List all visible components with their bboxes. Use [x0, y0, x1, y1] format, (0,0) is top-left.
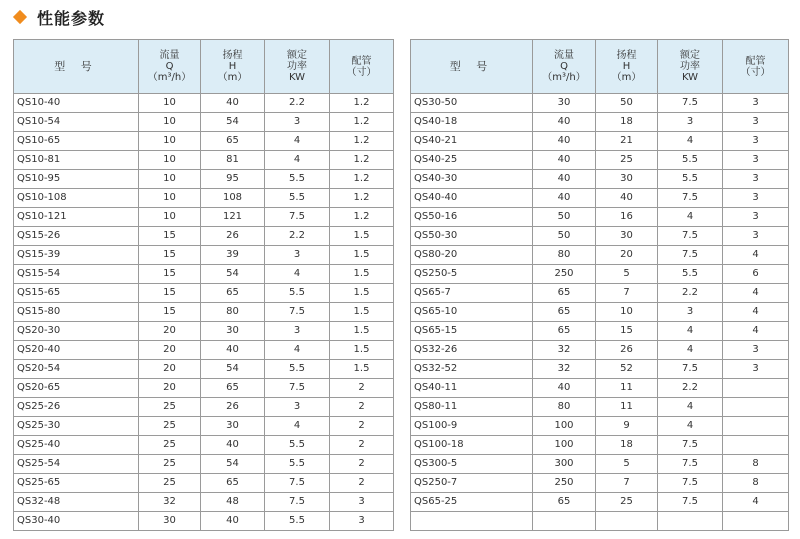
table-row	[411, 94, 789, 113]
cell-model: QS10-40	[14, 94, 139, 113]
performance-table-left	[13, 39, 394, 531]
cell-head: 39	[201, 246, 265, 265]
cell-pipe: 3	[723, 341, 789, 360]
cell-flow	[533, 512, 596, 531]
cell-head: 52	[596, 360, 658, 379]
cell-power: 7.5	[658, 493, 723, 512]
cell-model: QS15-80	[14, 303, 139, 322]
cell-power: 5.5	[265, 512, 330, 531]
cell-head: 9	[596, 417, 658, 436]
cell-flow: 40	[533, 151, 596, 170]
cell-pipe: 4	[723, 284, 789, 303]
cell-pipe: 6	[723, 265, 789, 284]
cell-power: 7.5	[658, 189, 723, 208]
cell-pipe: 1.5	[330, 303, 394, 322]
header-power: 额定 功率 KW	[265, 40, 330, 94]
table-row	[14, 360, 394, 379]
table-row	[14, 246, 394, 265]
cell-power: 7.5	[658, 227, 723, 246]
cell-power: 2.2	[658, 284, 723, 303]
cell-pipe: 2	[330, 398, 394, 417]
table-row	[14, 322, 394, 341]
cell-head: 54	[201, 360, 265, 379]
table-row	[14, 227, 394, 246]
cell-head: 30	[201, 322, 265, 341]
cell-head: 40	[201, 94, 265, 113]
cell-head: 5	[596, 265, 658, 284]
table-row	[411, 436, 789, 455]
cell-flow: 15	[139, 303, 201, 322]
cell-flow: 40	[533, 189, 596, 208]
cell-model: QS15-65	[14, 284, 139, 303]
cell-power: 2.2	[658, 379, 723, 398]
cell-model: QS100-9	[411, 417, 533, 436]
cell-power: 4	[658, 341, 723, 360]
cell-pipe: 2	[330, 474, 394, 493]
cell-model: QS15-26	[14, 227, 139, 246]
cell-pipe: 1.5	[330, 341, 394, 360]
cell-head: 40	[201, 512, 265, 531]
cell-flow: 15	[139, 227, 201, 246]
cell-pipe: 1.5	[330, 246, 394, 265]
cell-power: 2.2	[265, 227, 330, 246]
table-row	[411, 417, 789, 436]
header-flow: 流量 Q （m³/h）	[533, 40, 596, 94]
cell-pipe: 1.2	[330, 132, 394, 151]
cell-flow: 40	[533, 132, 596, 151]
header-pipe: 配管 （寸）	[330, 40, 394, 94]
cell-pipe: 1.2	[330, 151, 394, 170]
cell-model: QS20-30	[14, 322, 139, 341]
table-row	[14, 94, 394, 113]
cell-model	[411, 512, 533, 531]
cell-model: QS20-54	[14, 360, 139, 379]
table-row	[14, 208, 394, 227]
cell-pipe: 1.5	[330, 265, 394, 284]
cell-flow: 10	[139, 113, 201, 132]
cell-model: QS20-40	[14, 341, 139, 360]
cell-flow: 25	[139, 455, 201, 474]
cell-model: QS25-26	[14, 398, 139, 417]
cell-pipe: 1.5	[330, 322, 394, 341]
diamond-bullet-icon	[13, 10, 27, 24]
table-row	[14, 132, 394, 151]
table-body-left	[14, 94, 394, 531]
cell-flow: 10	[139, 132, 201, 151]
cell-pipe: 3	[723, 170, 789, 189]
cell-model: QS25-65	[14, 474, 139, 493]
cell-pipe: 3	[723, 151, 789, 170]
cell-power: 5.5	[265, 284, 330, 303]
cell-model: QS50-30	[411, 227, 533, 246]
table-row	[14, 303, 394, 322]
table-row	[411, 246, 789, 265]
cell-power: 4	[265, 341, 330, 360]
cell-pipe: 4	[723, 246, 789, 265]
cell-model: QS10-81	[14, 151, 139, 170]
table-row	[14, 455, 394, 474]
cell-flow: 15	[139, 246, 201, 265]
cell-pipe: 3	[723, 94, 789, 113]
cell-pipe: 1.5	[330, 284, 394, 303]
cell-head: 25	[596, 493, 658, 512]
cell-flow: 250	[533, 265, 596, 284]
cell-pipe: 3	[723, 208, 789, 227]
cell-power: 3	[658, 303, 723, 322]
table-body-right	[411, 94, 789, 531]
cell-power: 5.5	[265, 360, 330, 379]
cell-head: 54	[201, 455, 265, 474]
section-header	[13, 6, 105, 28]
cell-head: 40	[201, 436, 265, 455]
cell-model: QS10-54	[14, 113, 139, 132]
cell-model: QS65-15	[411, 322, 533, 341]
cell-power: 7.5	[265, 474, 330, 493]
table-row	[14, 265, 394, 284]
cell-power: 3	[265, 113, 330, 132]
cell-model: QS32-48	[14, 493, 139, 512]
cell-model: QS65-7	[411, 284, 533, 303]
cell-flow: 50	[533, 208, 596, 227]
cell-pipe: 4	[723, 493, 789, 512]
cell-model: QS40-25	[411, 151, 533, 170]
table-row	[411, 322, 789, 341]
cell-power: 7.5	[658, 94, 723, 113]
cell-power: 4	[265, 417, 330, 436]
cell-pipe	[723, 417, 789, 436]
cell-pipe: 1.2	[330, 208, 394, 227]
cell-power: 5.5	[658, 265, 723, 284]
cell-power: 4	[265, 132, 330, 151]
cell-model: QS30-50	[411, 94, 533, 113]
cell-pipe: 1.5	[330, 360, 394, 379]
cell-pipe	[723, 379, 789, 398]
cell-head: 7	[596, 474, 658, 493]
cell-head: 10	[596, 303, 658, 322]
cell-model: QS40-11	[411, 379, 533, 398]
cell-power: 4	[265, 151, 330, 170]
cell-power: 3	[265, 246, 330, 265]
cell-pipe: 1.5	[330, 227, 394, 246]
cell-flow: 20	[139, 360, 201, 379]
cell-flow: 100	[533, 417, 596, 436]
table-row	[411, 455, 789, 474]
table-row	[411, 284, 789, 303]
cell-pipe: 1.2	[330, 113, 394, 132]
cell-power: 5.5	[265, 436, 330, 455]
cell-power: 7.5	[658, 360, 723, 379]
cell-head: 21	[596, 132, 658, 151]
cell-head: 65	[201, 474, 265, 493]
cell-power: 3	[265, 322, 330, 341]
cell-pipe: 1.2	[330, 170, 394, 189]
cell-flow: 40	[533, 113, 596, 132]
cell-model: QS300-5	[411, 455, 533, 474]
cell-power: 4	[658, 398, 723, 417]
cell-flow: 25	[139, 474, 201, 493]
cell-pipe: 8	[723, 474, 789, 493]
cell-flow: 25	[139, 436, 201, 455]
cell-flow: 32	[533, 341, 596, 360]
performance-table-right	[410, 39, 789, 531]
table-row	[411, 170, 789, 189]
cell-head: 11	[596, 379, 658, 398]
cell-head: 121	[201, 208, 265, 227]
cell-model: QS15-54	[14, 265, 139, 284]
header-head: 扬程 H （m）	[201, 40, 265, 94]
cell-power: 2.2	[265, 94, 330, 113]
cell-flow: 20	[139, 322, 201, 341]
cell-model: QS65-10	[411, 303, 533, 322]
table-row	[14, 151, 394, 170]
cell-flow: 65	[533, 284, 596, 303]
cell-flow: 65	[533, 322, 596, 341]
table-row	[411, 341, 789, 360]
cell-model: QS250-7	[411, 474, 533, 493]
cell-model: QS20-65	[14, 379, 139, 398]
cell-power: 7.5	[265, 303, 330, 322]
cell-power: 5.5	[265, 189, 330, 208]
table-row	[14, 284, 394, 303]
table-row	[14, 379, 394, 398]
cell-power: 3	[265, 398, 330, 417]
cell-head: 65	[201, 132, 265, 151]
cell-head: 80	[201, 303, 265, 322]
cell-flow: 100	[533, 436, 596, 455]
cell-flow: 10	[139, 94, 201, 113]
cell-model: QS40-21	[411, 132, 533, 151]
table-row	[14, 512, 394, 531]
cell-pipe: 4	[723, 322, 789, 341]
table-row	[411, 398, 789, 417]
cell-pipe: 1.2	[330, 189, 394, 208]
cell-power: 7.5	[658, 474, 723, 493]
table-row	[411, 132, 789, 151]
cell-power	[658, 512, 723, 531]
header-pipe: 配管 （寸）	[723, 40, 789, 94]
cell-power: 5.5	[658, 151, 723, 170]
table-row	[411, 303, 789, 322]
cell-pipe: 1.2	[330, 94, 394, 113]
cell-power: 5.5	[658, 170, 723, 189]
cell-power: 7.5	[658, 455, 723, 474]
cell-head: 18	[596, 436, 658, 455]
cell-flow: 30	[139, 512, 201, 531]
cell-head: 30	[201, 417, 265, 436]
cell-head: 48	[201, 493, 265, 512]
cell-pipe: 3	[330, 512, 394, 531]
cell-flow: 20	[139, 379, 201, 398]
cell-power: 7.5	[658, 436, 723, 455]
cell-flow: 80	[533, 246, 596, 265]
cell-power: 3	[658, 113, 723, 132]
cell-head: 18	[596, 113, 658, 132]
cell-power: 7.5	[265, 379, 330, 398]
cell-head: 54	[201, 113, 265, 132]
cell-model: QS80-20	[411, 246, 533, 265]
cell-head: 7	[596, 284, 658, 303]
cell-pipe: 3	[723, 360, 789, 379]
cell-model: QS50-16	[411, 208, 533, 227]
cell-model: QS10-108	[14, 189, 139, 208]
cell-power: 4	[265, 265, 330, 284]
cell-power: 4	[658, 417, 723, 436]
cell-power: 7.5	[265, 208, 330, 227]
cell-head: 65	[201, 284, 265, 303]
cell-head: 95	[201, 170, 265, 189]
cell-flow: 250	[533, 474, 596, 493]
table-row	[14, 113, 394, 132]
cell-model: QS40-40	[411, 189, 533, 208]
cell-flow: 10	[139, 170, 201, 189]
table-row	[14, 436, 394, 455]
table-row	[14, 474, 394, 493]
cell-head: 108	[201, 189, 265, 208]
table-header-row	[411, 40, 789, 94]
cell-head: 40	[201, 341, 265, 360]
cell-head: 26	[596, 341, 658, 360]
cell-model: QS25-40	[14, 436, 139, 455]
cell-model: QS65-25	[411, 493, 533, 512]
cell-model: QS15-39	[14, 246, 139, 265]
cell-pipe	[723, 398, 789, 417]
cell-pipe: 3	[723, 227, 789, 246]
cell-flow: 32	[139, 493, 201, 512]
cell-flow: 10	[139, 189, 201, 208]
cell-pipe: 8	[723, 455, 789, 474]
table-row	[411, 379, 789, 398]
table-row	[411, 493, 789, 512]
table-row	[411, 512, 789, 531]
cell-model: QS40-30	[411, 170, 533, 189]
cell-flow: 25	[139, 417, 201, 436]
cell-power: 4	[658, 132, 723, 151]
cell-power: 7.5	[265, 493, 330, 512]
cell-pipe: 3	[723, 113, 789, 132]
cell-pipe: 2	[330, 379, 394, 398]
cell-head: 11	[596, 398, 658, 417]
cell-power: 7.5	[658, 246, 723, 265]
cell-head: 26	[201, 398, 265, 417]
cell-pipe	[723, 512, 789, 531]
cell-flow: 50	[533, 227, 596, 246]
cell-model: QS10-95	[14, 170, 139, 189]
cell-model: QS25-30	[14, 417, 139, 436]
cell-flow: 65	[533, 303, 596, 322]
cell-pipe: 3	[723, 132, 789, 151]
table-row	[411, 265, 789, 284]
table-header-row	[14, 40, 394, 94]
cell-head: 15	[596, 322, 658, 341]
cell-flow: 10	[139, 208, 201, 227]
table-row	[14, 493, 394, 512]
cell-flow: 40	[533, 379, 596, 398]
cell-flow: 40	[533, 170, 596, 189]
cell-power: 4	[658, 322, 723, 341]
cell-model: QS32-26	[411, 341, 533, 360]
cell-pipe: 2	[330, 417, 394, 436]
table-row	[411, 189, 789, 208]
header-model: 型 号	[14, 40, 139, 94]
cell-flow: 80	[533, 398, 596, 417]
table-row	[14, 398, 394, 417]
cell-pipe: 3	[330, 493, 394, 512]
cell-model: QS100-18	[411, 436, 533, 455]
cell-head: 65	[201, 379, 265, 398]
table-row	[411, 208, 789, 227]
cell-head	[596, 512, 658, 531]
cell-model: QS30-40	[14, 512, 139, 531]
cell-head: 20	[596, 246, 658, 265]
cell-flow: 300	[533, 455, 596, 474]
table-row	[411, 360, 789, 379]
table-row	[14, 189, 394, 208]
cell-model: QS40-18	[411, 113, 533, 132]
cell-flow: 32	[533, 360, 596, 379]
header-flow: 流量 Q （m³/h）	[139, 40, 201, 94]
cell-flow: 65	[533, 493, 596, 512]
cell-head: 30	[596, 227, 658, 246]
section-title: 性能参数	[37, 8, 106, 28]
table-row	[411, 113, 789, 132]
cell-head: 5	[596, 455, 658, 474]
cell-head: 50	[596, 94, 658, 113]
cell-power: 5.5	[265, 455, 330, 474]
cell-model: QS25-54	[14, 455, 139, 474]
cell-model: QS32-52	[411, 360, 533, 379]
cell-head: 30	[596, 170, 658, 189]
table-row	[411, 474, 789, 493]
cell-power: 4	[658, 208, 723, 227]
header-power: 额定 功率 KW	[658, 40, 723, 94]
table-row	[411, 227, 789, 246]
table-row	[14, 341, 394, 360]
header-model: 型 号	[411, 40, 533, 94]
cell-head: 54	[201, 265, 265, 284]
cell-flow: 25	[139, 398, 201, 417]
cell-pipe: 2	[330, 455, 394, 474]
cell-pipe: 4	[723, 303, 789, 322]
cell-model: QS10-65	[14, 132, 139, 151]
table-row	[14, 417, 394, 436]
cell-power: 5.5	[265, 170, 330, 189]
cell-head: 40	[596, 189, 658, 208]
cell-head: 26	[201, 227, 265, 246]
table-row	[411, 151, 789, 170]
cell-head: 81	[201, 151, 265, 170]
header-head: 扬程 H （m）	[596, 40, 658, 94]
cell-flow: 15	[139, 265, 201, 284]
cell-flow: 10	[139, 151, 201, 170]
table-row	[14, 170, 394, 189]
cell-flow: 30	[533, 94, 596, 113]
cell-pipe	[723, 436, 789, 455]
cell-pipe: 3	[723, 189, 789, 208]
cell-head: 16	[596, 208, 658, 227]
cell-flow: 20	[139, 341, 201, 360]
cell-model: QS80-11	[411, 398, 533, 417]
cell-flow: 15	[139, 284, 201, 303]
cell-pipe: 2	[330, 436, 394, 455]
cell-model: QS250-5	[411, 265, 533, 284]
cell-model: QS10-121	[14, 208, 139, 227]
cell-head: 25	[596, 151, 658, 170]
